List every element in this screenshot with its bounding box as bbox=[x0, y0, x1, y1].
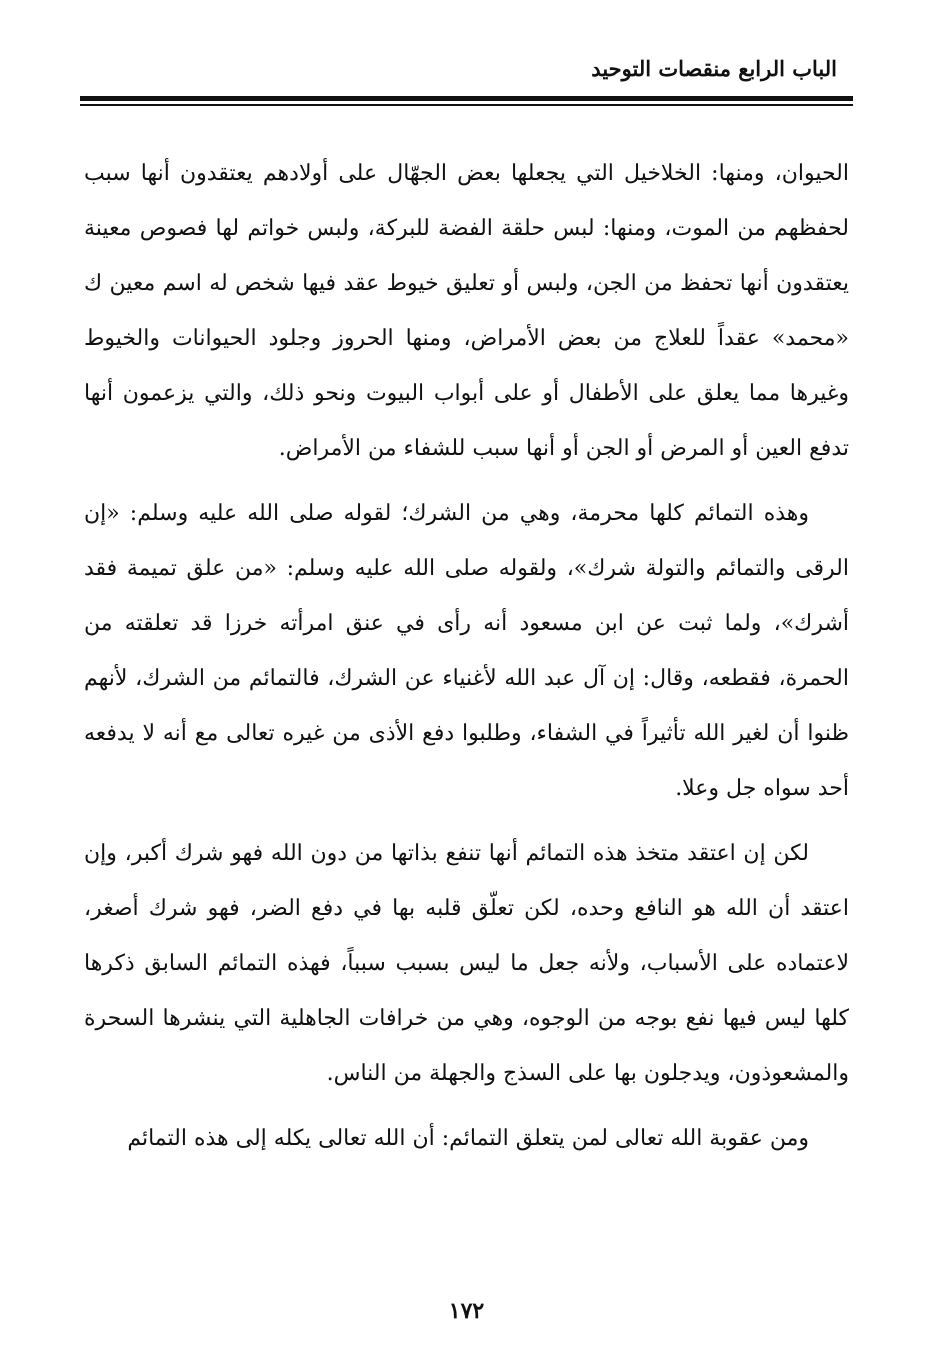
body-text bbox=[84, 146, 849, 1176]
running-header: الباب الرابع منقصات التوحيد bbox=[591, 56, 837, 81]
header-rule-thick bbox=[80, 96, 853, 101]
header-rule-thin bbox=[80, 104, 853, 106]
paragraph: وهذه التمائم كلها محرمة، وهي من الشرك؛ لقوله صلى الله عليه وسلم: «إن الرقى والتمائم والتولة شرك»، ولقوله صلى الله عليه وسلم: «من علق تميمة فقد أشرك»، ولما ثبت عن ابن مسعود أنه رأى في عنق امرأته خرزا قد تعلقته من الحمرة، فقطعه، وقال: إن آل عبد الله لأغنياء عن الشرك، فالتمائم من الشرك، لأنهم ظنوا أن لغير الله تأثيراً في الشفاء، وطلبوا دفع الأذى من غيره تعالى مع أنه لا يدفعه أحد سواه جل وعلا. bbox=[84, 501, 849, 801]
paragraph: الحيوان، ومنها: الخلاخيل التي يجعلها بعض الجهّال على أولادهم يعتقدون أنها سبب لحفظهم من الموت، ومنها: لبس حلقة الفضة للبركة، ولبس خواتم لها فصوص معينة يعتقدون أنها تحفظ من الجن، ولبس أو تعليق خيوط عقد فيها شخص له اسم معين ك «محمد» عقداً للعلاج من بعض الأمراض، ومنها الحروز وجلود الحيوانات والخيوط وغيرها مما يعلق على الأطفال أو على أبواب البيوت ونحو ذلك، والتي يزعمون أنها تدفع العين أو المرض أو الجن أو أنها سبب للشفاء من الأمراض. bbox=[84, 161, 849, 461]
paragraph: ومن عقوبة الله تعالى لمن يتعلق التمائم: أن الله تعالى يكله إلى هذه التمائم bbox=[127, 1126, 809, 1151]
page-number: ١٧٢ bbox=[448, 1298, 485, 1324]
paragraph: لكن إن اعتقد متخذ هذه التمائم أنها تنفع بذاتها من دون الله فهو شرك أكبر، وإن اعتقد أن الله هو النافع وحده، لكن تعلّق قلبه بها في دفع الضر، فهو شرك أصغر، لاعتماده على الأسباب، ولأنه جعل ما ليس بسبب سبباً، فهذه التمائم السابق ذكرها كلها ليس فيها نفع بوجه من الوجوه، وهي من خرافات الجاهلية التي ينشرها السحرة والمشعوذون، ويدجلون بها على السذج والجهلة من الناس. bbox=[84, 841, 849, 1086]
